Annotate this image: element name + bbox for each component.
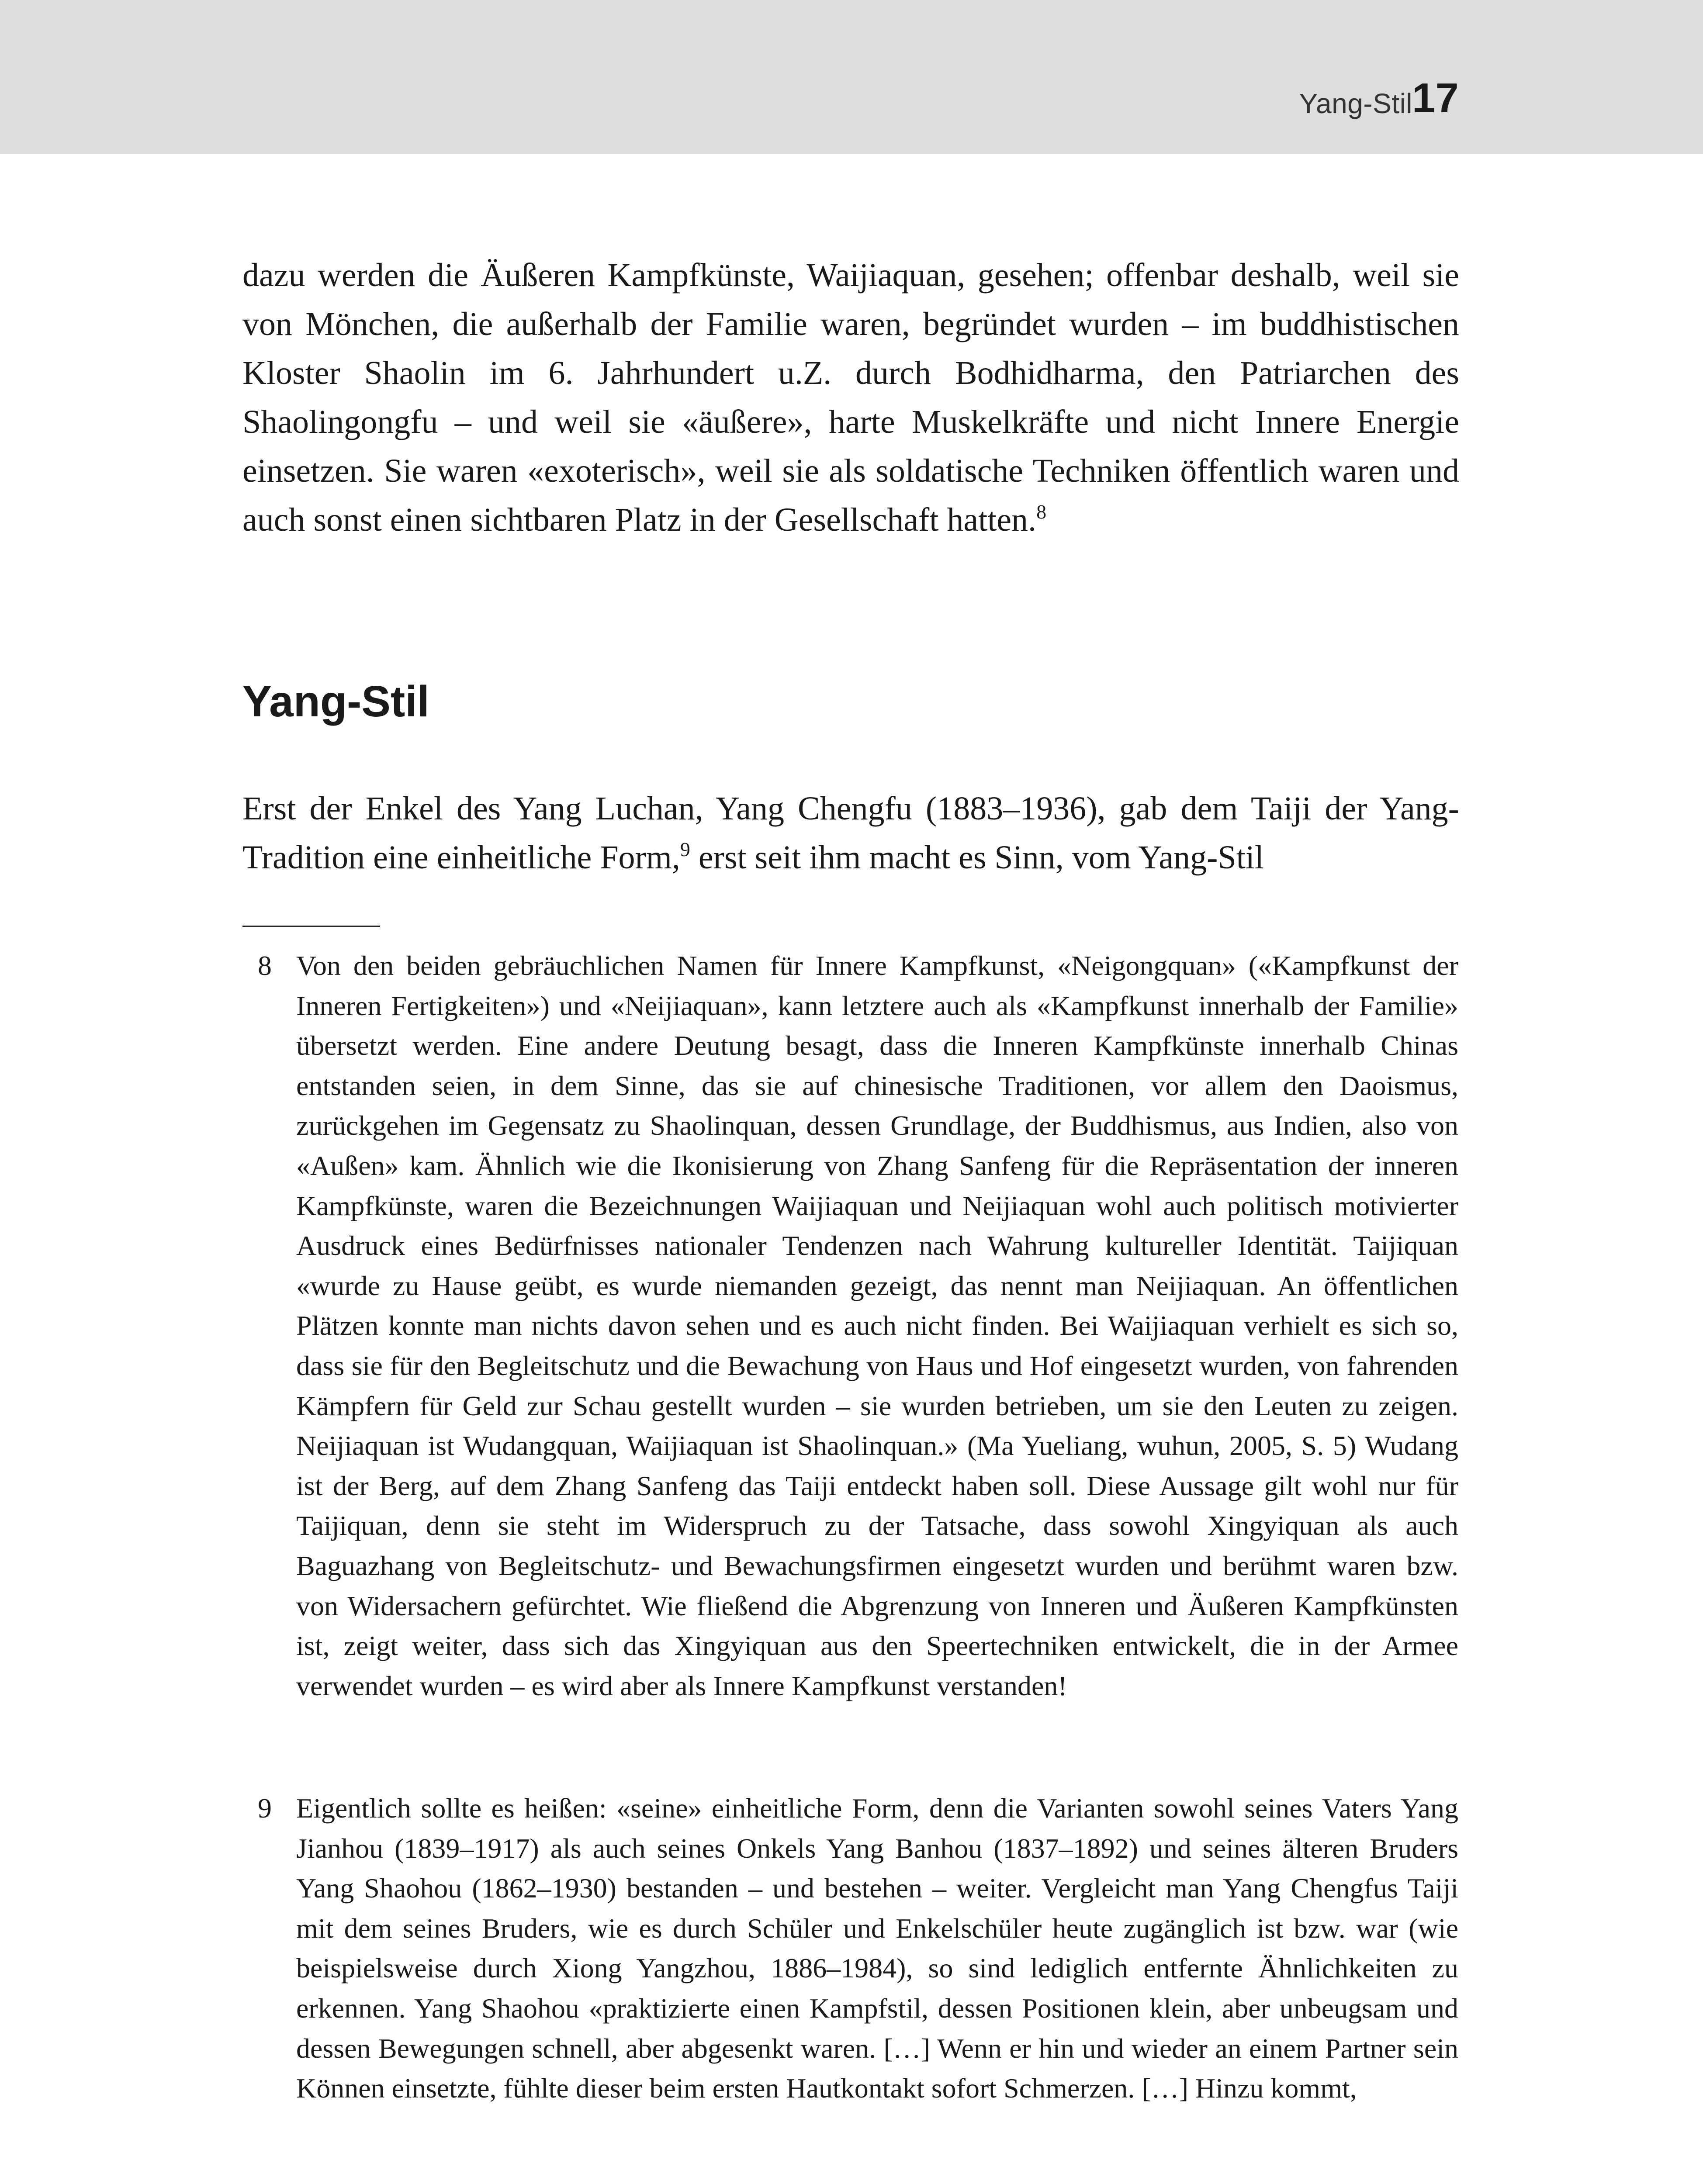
running-head: Yang-Stil [1299, 88, 1412, 119]
footnote-rule [242, 926, 380, 927]
footnote-text: Von den beiden gebräuchlichen Namen für Innere Kampfkunst, «Neigongquan» («Kampfkunst der Inneren Fertigkeiten») und «Neijiaquan», kann letztere auch als «Kampfkunst innerhalb der Familie» übersetzt werden. Eine andere Deutung besagt, dass die Inneren Kampfkünste innerhalb Chinas entstanden seien, in dem Sinne, das sie auf chinesische Traditionen, vor allem den Daoismus, zurückgehen im Gegensatz zu Shaolinquan, dessen Grundlage, der Buddhismus, aus Indien, also von «Außen» kam. Ähnlich wie die Ikonisierung von Zhang Sanfeng für die Repräsentation der inneren Kampfkünste, waren die Bezeichnungen Waijiaquan und Neijiaquan wohl auch politisch motivierter Ausdruck eines Bedürfnisses nationaler Tendenzen nach Wahrung kultureller Identität. Taijiquan «wurde zu Hause geübt, es wurde niemanden gezeigt, das nennt man Neijiaquan. An öffentlichen Plätzen konnte man nichts davon sehen und es auch nicht finden. Bei Waijiaquan verhielt es sich so, dass sie für den Begleitschutz und die Bewachung von Haus und Hof eingesetzt wurden, von fahrenden Kämpfern für Geld zur Schau gestellt wurden – sie wurden betrieben, um sie den Leuten zu zeigen. Neijiaquan ist Wudangquan, Waijiaquan ist Shaolinquan.» (Ma Yueliang, wuhun, 2005, S. 5) Wudang ist der Berg, auf dem Zhang Sanfeng das Taiji entdeckt haben soll. Diese Aussage gilt wohl nur für Taijiquan, denn sie steht im Widerspruch zu der Tatsache, dass sowohl Xingyiquan als auch Baguazhang von Begleitschutz- und Bewachungsfirmen eingesetzt wurden und berühmt waren bzw. von Widersachern gefürchtet. Wie fließend die Abgrenzung von Inneren und Äußeren Kampfkünsten ist, zeigt weiter, dass sich das Xingyiquan aus den Speertechniken entwickelt, die in der Armee verwendet wurden – es wird aber als Innere Kampfkunst verstanden! [296, 950, 1458, 1701]
intro-paragraph-text: dazu werden die Äußeren Kampfkünste, Waijiaquan, gesehen; offenbar deshalb, weil sie von Mönchen, die außerhalb der Familie waren, begründet wurden – im buddhistischen Kloster Shaolin im 6. Jahrhundert u.Z. durch Bodhidharma, den Patriarchen des Shaolingongfu – und weil sie «äußere», harte Muskelkräfte und nicht Innere Energie einsetzen. Sie waren «exoterisch», weil sie als soldatische Techniken öffentlich waren und auch sonst einen sichtbaren Platz in der Gesellschaft hatten. [242, 257, 1459, 538]
footnote-8 [258, 946, 1458, 1706]
section-paragraph [242, 784, 1459, 882]
section-paragraph-start: Erst der Enkel des Yang Luchan, Yang Chengfu (1883–1936), gab dem Taiji der Yang-Tradition eine einheitliche Form, [242, 790, 1459, 876]
intro-paragraph-block [242, 251, 1459, 544]
footnote-ref-8[interactable]: 8 [1036, 501, 1047, 523]
section-heading: Yang-Stil [242, 677, 429, 726]
footnote-9 [258, 1788, 1458, 2108]
intro-paragraph [242, 251, 1459, 544]
section-paragraph-end: erst seit ihm macht es Sinn, vom Yang-Stil [690, 839, 1264, 876]
footnote-ref-9[interactable]: 9 [680, 838, 690, 860]
footnote-text: Eigentlich sollte es heißen: «seine» einheitliche Form, denn die Varianten sowohl seines Vaters Yang Jianhou (1839–1917) als auch seines Onkels Yang Banhou (1837–1892) und seines älteren Bruders Yang Shaohou (1862–1930) bestanden – und bestehen – weiter. Vergleicht man Yang Chengfus Taiji mit dem seines Bruders, wie es durch Schüler und Enkelschüler heute zugänglich ist bzw. war (wie beispielsweise durch Xiong Yangzhou, 1886–1984), so sind lediglich entfernte Ähnlichkeiten zu erkennen. Yang Shaohou «praktizierte einen Kampfstil, dessen Positionen klein, aber unbeugsam und dessen Bewegungen schnell, aber abgesenkt waren. […] Wenn er hin und wieder an einem Partner sein Können einsetzte, fühlte dieser beim ersten Hautkontakt sofort Schmerzen. […] Hinzu kommt, [296, 1793, 1458, 2104]
section-paragraph-block [242, 784, 1459, 882]
footnote-number: 8 [258, 950, 272, 981]
page-number: 17 [1412, 75, 1459, 121]
footnote-number: 9 [258, 1793, 272, 1824]
